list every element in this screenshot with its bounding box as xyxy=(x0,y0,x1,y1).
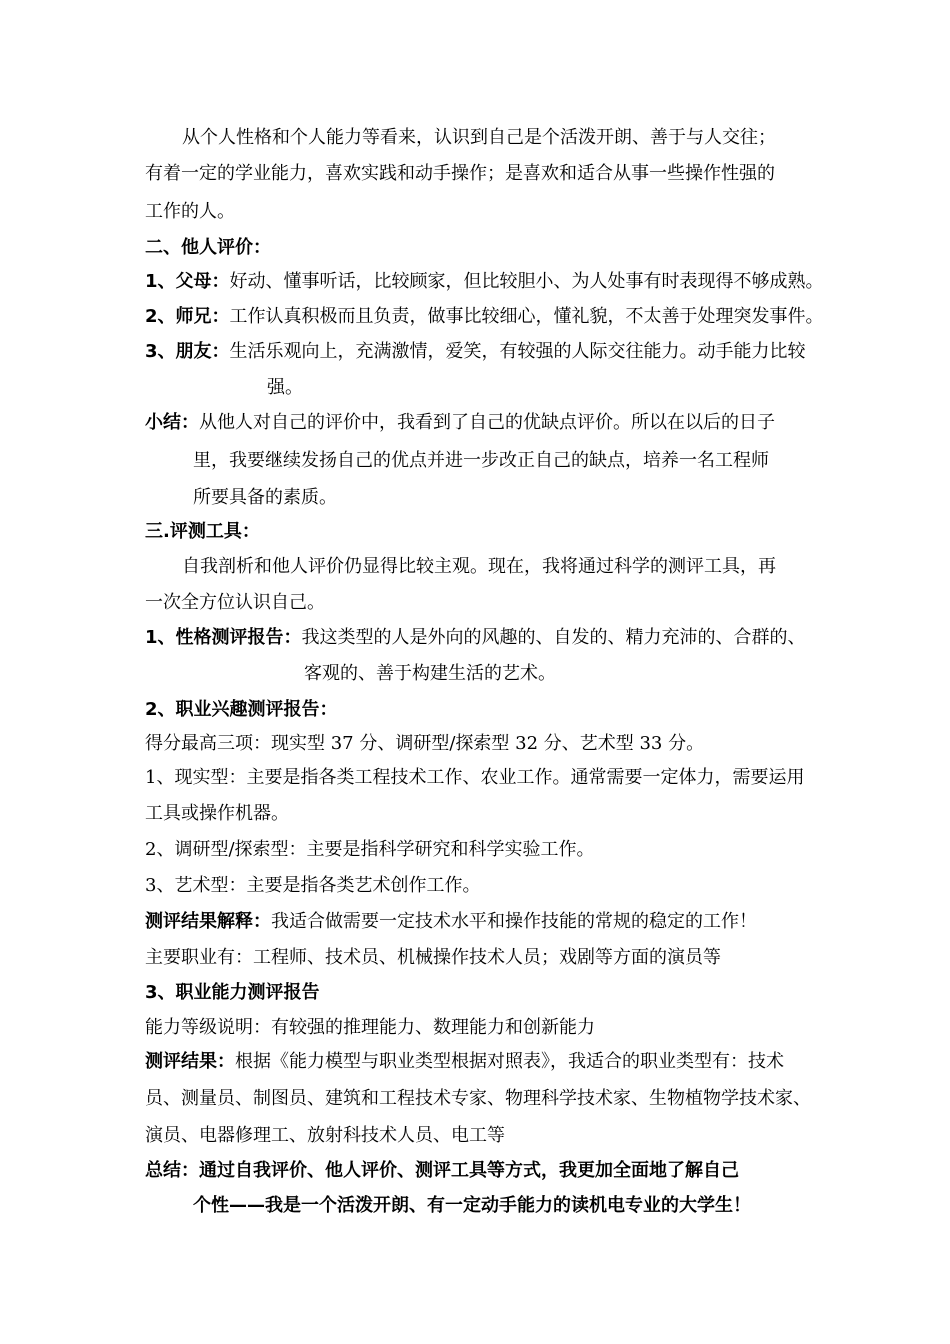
ability-description: 能力等级说明：有较强的推理能力、数理能力和创新能力 xyxy=(145,1017,595,1038)
personality-label: 1、性格测评报告： xyxy=(145,627,302,648)
friends-evaluation xyxy=(145,340,806,364)
realistic-type-line-2: 工具或操作机器。 xyxy=(145,803,289,824)
interpretation-text: 我适合做需要一定技术水平和操作技能的常规的稳定的工作！ xyxy=(271,911,757,932)
summary-paragraph xyxy=(145,411,775,435)
summary-line-2: 里，我要继续发扬自己的优点并进一步改正自己的缺点，培养一名工程师 xyxy=(193,450,769,471)
artistic-type: 3、艺术型：主要是指各类艺术创作工作。 xyxy=(145,875,481,896)
friends-text-continued: 强。 xyxy=(267,377,303,398)
summary-line-3: 所要具备的素质。 xyxy=(193,487,337,508)
section-3-heading: 三.评测工具： xyxy=(145,521,260,542)
parents-text: 好动、懂事听话，比较顾家，但比较胆小、为人处事有时表现得不够成熟。 xyxy=(229,271,824,292)
conclusion-line-2: 个性——我是一个活泼开朗、有一定动手能力的读机电专业的大学生！ xyxy=(193,1195,751,1216)
ability-report-heading: 3、职业能力测评报告 xyxy=(145,982,320,1003)
section-3-intro-2: 一次全方位认识自己。 xyxy=(145,592,325,613)
result-text: 根据《能力模型与职业类型根据对照表》，我适合的职业类型有：技术 xyxy=(235,1051,784,1072)
conclusion-line-1: 总结：通过自我评价、他人评价、测评工具等方式，我更加全面地了解自己 xyxy=(145,1160,739,1181)
parents-evaluation xyxy=(145,270,824,294)
summary-text: 从他人对自己的评价中，我看到了自己的优缺点评价。所以在以后的日子 xyxy=(199,412,775,433)
interest-report-heading: 2、职业兴趣测评报告： xyxy=(145,699,338,720)
result-label: 测评结果： xyxy=(145,1051,235,1072)
friends-text: 生活乐观向上，充满激情，爱笑，有较强的人际交往能力。动手能力比较 xyxy=(229,341,806,362)
senior-text: 工作认真积极而且负责，做事比较细心，懂礼貌，不太善于处理突发事件。 xyxy=(229,306,824,327)
personality-text-continued: 客观的、善于构建生活的艺术。 xyxy=(304,663,556,684)
friends-label: 3、朋友： xyxy=(145,341,230,362)
senior-evaluation xyxy=(145,305,824,329)
interpretation-label: 测评结果解释： xyxy=(145,911,271,932)
senior-label: 2、师兄： xyxy=(145,306,230,327)
intro-line-2: 有着一定的学业能力，喜欢实践和动手操作；是喜欢和适合从事一些操作性强的 xyxy=(145,163,775,184)
intro-line-3: 工作的人。 xyxy=(145,201,235,222)
investigative-type: 2、调研型/探索型：主要是指科学研究和科学实验工作。 xyxy=(145,839,595,860)
personality-report xyxy=(145,626,806,650)
interest-scores: 得分最高三项：现实型 37 分、调研型/探索型 32 分、艺术型 33 分。 xyxy=(145,733,705,754)
assessment-result xyxy=(145,1050,784,1074)
summary-label: 小结： xyxy=(145,412,199,433)
intro-line-1: 从个人性格和个人能力等看来，认识到自己是个活泼开朗、善于与人交往； xyxy=(182,127,776,148)
section-2-heading: 二、他人评价： xyxy=(145,237,271,258)
result-line-2: 员、测量员、制图员、建筑和工程技术专家、物理科学技术家、生物植物学技术家、 xyxy=(145,1088,811,1109)
realistic-type-line-1: 1、现实型：主要是指各类工程技术工作、农业工作。通常需要一定体力，需要运用 xyxy=(145,767,805,788)
result-line-3: 演员、电器修理工、放射科技术人员、电工等 xyxy=(145,1125,505,1146)
interpretation-line xyxy=(145,910,757,934)
parents-label: 1、父母： xyxy=(145,271,230,292)
main-careers: 主要职业有：工程师、技术员、机械操作技术人员；戏剧等方面的演员等 xyxy=(145,947,721,968)
personality-text: 我这类型的人是外向的风趣的、自发的、精力充沛的、合群的、 xyxy=(301,627,806,648)
section-3-intro-1: 自我剖析和他人评价仍显得比较主观。现在，我将通过科学的测评工具，再 xyxy=(182,556,776,577)
